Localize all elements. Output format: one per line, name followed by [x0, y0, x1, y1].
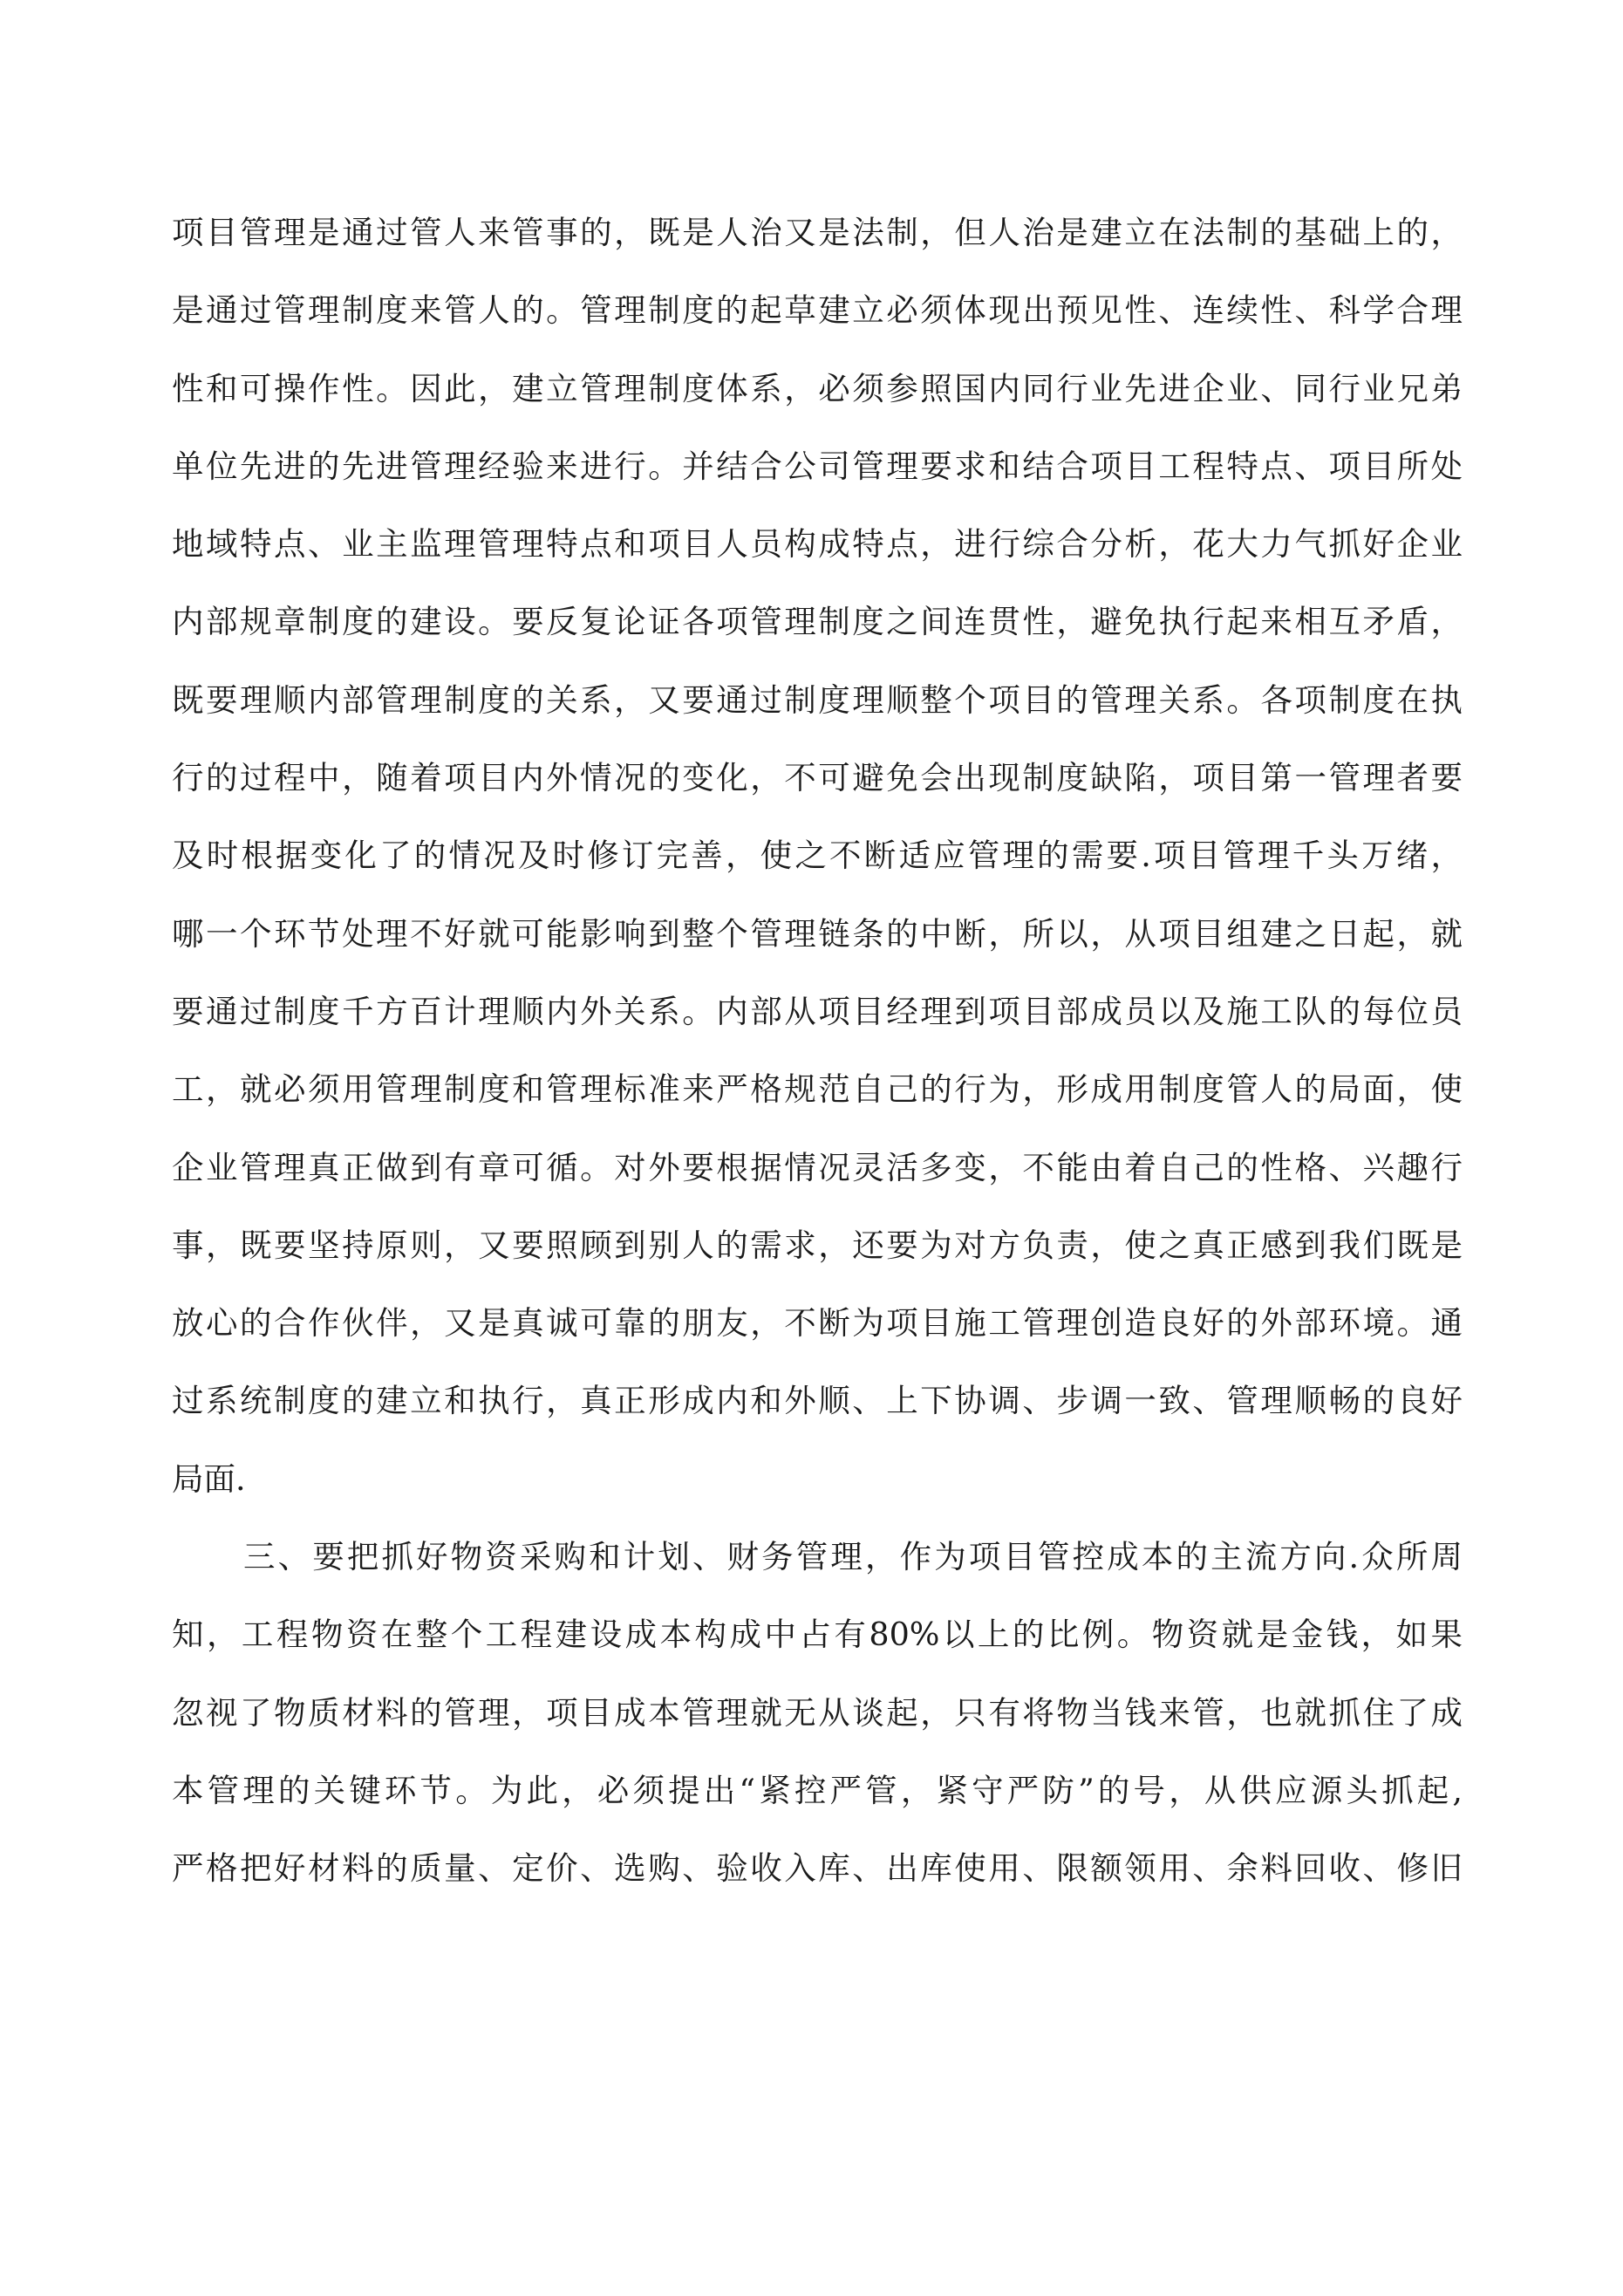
- text-line: 哪一个环节处理不好就可能影响到整个管理链条的中断，所以，从项目组建之日起，就: [172, 914, 1463, 953]
- text-line: 性和可操作性。因此，建立管理制度体系，必须参照国内同行业先进企业、同行业兄弟: [172, 369, 1463, 407]
- text-line: 工，就必须用管理制度和管理标准来严格规范自己的行为，形成用制度管人的局面，使: [172, 1070, 1463, 1109]
- text-line: 本管理的关键环节。为此，必须提出“紧控严管，紧守严防”的号，从供应源头抓起,: [172, 1771, 1463, 1809]
- text-line: 三、要把抓好物资采购和计划、财务管理，作为项目管控成本的主流方向.众所周: [243, 1538, 1463, 1576]
- text-line: 地域特点、业主监理管理特点和项目人员构成特点，进行综合分析，花大力气抓好企业: [172, 525, 1463, 564]
- text-line: 忽视了物质材料的管理，项目成本管理就无从谈起，只有将物当钱来管，也就抓住了成: [172, 1693, 1463, 1732]
- text-line: 及时根据变化了的情况及时修订完善，使之不断适应管理的需要.项目管理千头万绪，: [172, 837, 1463, 875]
- text-line: 企业管理真正做到有章可循。对外要根据情况灵活多变，不能由着自己的性格、兴趣行: [172, 1148, 1463, 1186]
- paragraph-1: [172, 194, 1463, 1518]
- text-line: 放心的合作伙伴，又是真诚可靠的朋友，不断为项目施工管理创造良好的外部环境。通: [172, 1304, 1463, 1343]
- text-line: 事，既要坚持原则，又要照顾到别人的需求，还要为对方负责，使之真正感到我们既是: [172, 1226, 1463, 1264]
- text-line: 内部规章制度的建设。要反复论证各项管理制度之间连贯性，避免执行起来相互矛盾，: [172, 603, 1463, 641]
- paragraph-2: [172, 1518, 1463, 1907]
- text-line: 既要理顺内部管理制度的关系，又要通过制度理顺整个项目的管理关系。各项制度在执: [172, 680, 1463, 719]
- document-body: [172, 194, 1463, 1908]
- text-line: 单位先进的先进管理经验来进行。并结合公司管理要求和结合项目工程特点、项目所处: [172, 447, 1463, 485]
- text-line: 严格把好材料的质量、定价、选购、验收入库、出库使用、限额领用、余料回收、修旧: [172, 1849, 1463, 1888]
- text-line: 项目管理是通过管人来管事的，既是人治又是法制，但人治是建立在法制的基础上的，: [172, 214, 1463, 251]
- text-line: 行的过程中，随着项目内外情况的变化，不可避免会出现制度缺陷，项目第一管理者要: [172, 759, 1463, 797]
- text-line: 知，工程物资在整个工程建设成本构成中占有80%以上的比例。物资就是金钱，如果: [172, 1616, 1463, 1654]
- text-line: 是通过管理制度来管人的。管理制度的起草建立必须体现出预见性、连续性、科学合理: [172, 291, 1463, 330]
- text-line: 过系统制度的建立和执行，真正形成内和外顺、上下协调、步调一致、管理顺畅的良好: [172, 1382, 1463, 1420]
- text-line: 局面.: [172, 1459, 246, 1498]
- text-line: 要通过制度千方百计理顺内外关系。内部从项目经理到项目部成员以及施工队的每位员: [172, 992, 1463, 1030]
